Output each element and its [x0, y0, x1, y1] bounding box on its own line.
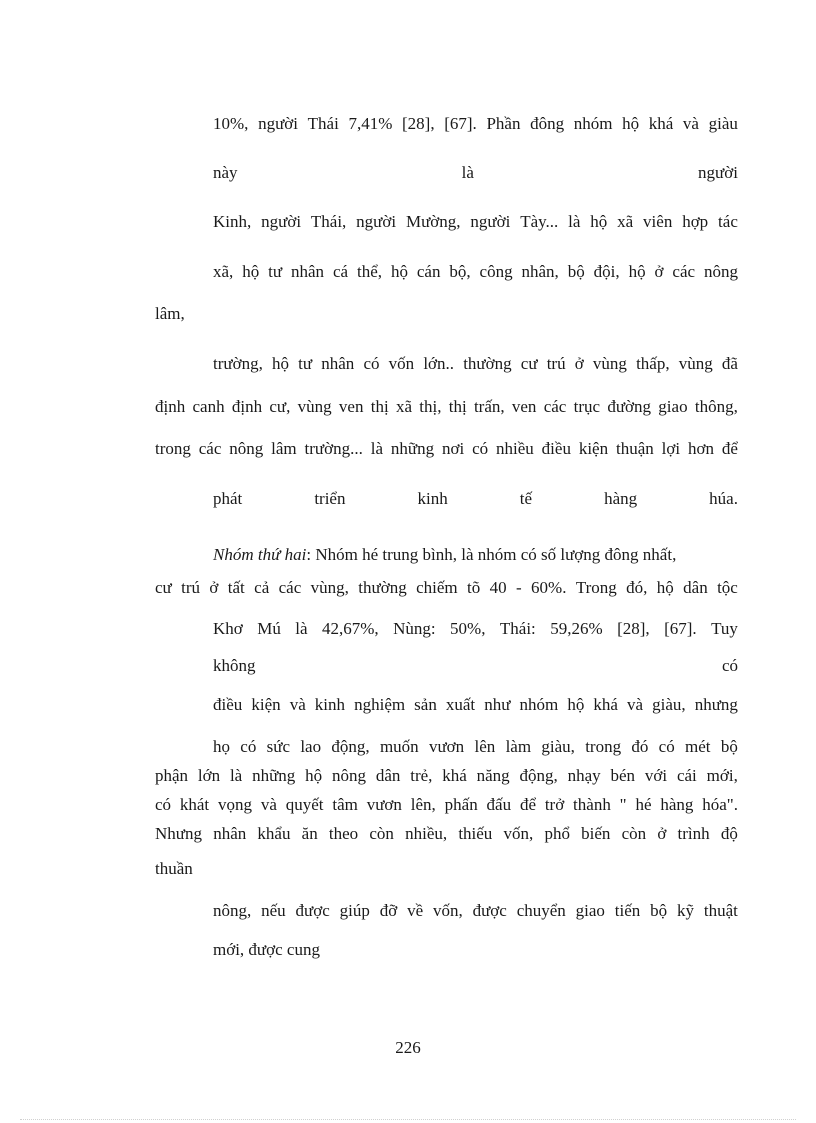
word: phát: [213, 489, 243, 508]
word: người: [261, 212, 302, 231]
word: lớn: [197, 766, 221, 785]
word: Nhưng: [155, 824, 202, 843]
word: định: [231, 397, 263, 416]
word: Thái,: [310, 212, 347, 231]
word: lâm: [271, 439, 297, 458]
text-line: [155, 577, 738, 599]
word: [67].: [664, 619, 697, 638]
word: giàu,: [652, 695, 686, 714]
word: kiện: [578, 439, 609, 458]
word: ở: [209, 578, 219, 597]
word: còn: [369, 824, 394, 843]
word: kinh: [417, 489, 448, 508]
word: xã: [617, 212, 634, 231]
word: muốn: [379, 737, 419, 756]
word: vọng: [218, 795, 253, 814]
page-bottom-divider: [20, 1119, 796, 1120]
word: còn: [621, 824, 647, 843]
word: quyết: [285, 795, 324, 814]
word: thị: [370, 397, 389, 416]
word: cư,: [269, 397, 291, 416]
word: tất: [227, 578, 245, 597]
word: tư: [268, 262, 283, 281]
word: trường...: [304, 439, 363, 458]
word: giàu,: [541, 737, 575, 756]
word: ở: [657, 824, 667, 843]
word: đó: [631, 737, 649, 756]
word: tác: [718, 212, 738, 231]
word: 40: [489, 578, 507, 597]
word: theo: [328, 824, 359, 843]
word: trú: [181, 578, 201, 597]
word: vươn: [428, 737, 465, 756]
word: lợi: [661, 439, 681, 458]
word: người: [698, 163, 738, 182]
word: Thái:: [499, 619, 536, 638]
word: hộ: [242, 262, 260, 281]
word: các: [198, 439, 222, 458]
word: làm: [505, 737, 532, 756]
word: được: [295, 901, 330, 920]
word: ": [619, 795, 627, 814]
word: nông: [229, 439, 264, 458]
word: vốn,: [432, 901, 463, 920]
word: thể,: [356, 262, 383, 281]
word: biến: [581, 824, 611, 843]
word: sức: [266, 737, 291, 756]
word: người: [356, 212, 397, 231]
word: nơi: [442, 439, 465, 458]
word: bộ: [650, 901, 668, 920]
word: độ: [720, 824, 738, 843]
word: bộ: [720, 737, 738, 756]
word: hộ: [628, 262, 646, 281]
word: vùng: [678, 354, 713, 373]
word: điều: [541, 439, 571, 458]
text-line: mới, được cung: [213, 940, 320, 959]
word: có: [658, 737, 675, 756]
word: đấu: [486, 795, 512, 814]
word: công: [479, 262, 513, 281]
word: xã,: [213, 262, 234, 281]
word: thị: [448, 397, 467, 416]
word: người: [470, 212, 511, 231]
word: thông,: [694, 397, 738, 416]
word: hộ: [656, 578, 674, 597]
text-line: [213, 488, 738, 510]
text-line: [213, 211, 738, 233]
word: khá: [593, 695, 618, 714]
word: Khơ: [213, 619, 243, 638]
word: đường: [607, 397, 652, 416]
word: có: [155, 795, 172, 814]
word: Mường,: [405, 212, 461, 231]
word: trẻ,: [410, 766, 433, 785]
word: đỡ: [379, 901, 398, 920]
word: ven: [511, 397, 537, 416]
word: húa.: [709, 489, 738, 508]
word: các: [672, 262, 696, 281]
word: bộ,: [449, 262, 471, 281]
word: phấn: [444, 795, 478, 814]
word: hé: [635, 795, 652, 814]
word: Tày...: [520, 212, 559, 231]
word: giao: [575, 901, 605, 920]
text-line: [155, 794, 738, 816]
word: các: [543, 397, 567, 416]
word: trở: [544, 795, 565, 814]
word: dân: [375, 766, 401, 785]
word: họ: [213, 737, 230, 756]
word: ven: [338, 397, 364, 416]
word: đội,: [593, 262, 620, 281]
word: lớn..: [423, 354, 455, 373]
paragraph-start: [213, 544, 738, 566]
word: được: [472, 901, 507, 920]
word: xuất: [445, 695, 476, 714]
word: có: [721, 656, 738, 675]
word: giàu: [708, 114, 738, 133]
word: lên,: [410, 795, 436, 814]
section-label: Nhóm thứ hai: [213, 545, 307, 564]
word: trong: [585, 737, 622, 756]
word: hộ: [272, 354, 289, 373]
word: là: [370, 439, 384, 458]
word: 50%,: [450, 619, 486, 638]
word: trình: [677, 824, 710, 843]
word: nhân,: [521, 262, 559, 281]
text-line: [213, 694, 738, 716]
text-line: [213, 353, 738, 375]
word: vốn: [388, 354, 415, 373]
word: Trong: [575, 578, 617, 597]
word: đông: [530, 114, 565, 133]
word: nếu: [261, 901, 286, 920]
word: hộ: [390, 262, 408, 281]
word: là: [461, 163, 474, 182]
word: đó,: [626, 578, 648, 597]
word: Thái: [307, 114, 339, 133]
word: vùng: [297, 397, 332, 416]
text-line: [155, 765, 738, 787]
word: Nùng:: [393, 619, 436, 638]
word: thường: [463, 354, 512, 373]
word: ăn: [301, 824, 318, 843]
word: là: [295, 619, 308, 638]
word: -: [515, 578, 522, 597]
word: này: [213, 163, 238, 182]
word: tộc: [717, 578, 738, 597]
word: tư: [298, 354, 313, 373]
word: trong: [155, 439, 191, 458]
text-line: [213, 655, 738, 677]
word: trường,: [213, 354, 263, 373]
word: cá: [332, 262, 349, 281]
word: chuyển: [516, 901, 566, 920]
word: cư: [155, 578, 172, 597]
word: cả: [254, 578, 270, 597]
word: hàng: [604, 489, 638, 508]
word: khá: [442, 766, 467, 785]
word: tâm: [332, 795, 358, 814]
word: như: [484, 695, 511, 714]
word: nhạy: [567, 766, 601, 785]
word: bén: [610, 766, 636, 785]
word: lao: [300, 737, 322, 756]
word: canh: [192, 397, 225, 416]
word: bộ: [567, 262, 585, 281]
word: lên: [474, 737, 496, 756]
word: và: [626, 695, 644, 714]
word: 42,67%,: [322, 619, 379, 638]
word: dân: [683, 578, 708, 597]
word: nhưng: [694, 695, 738, 714]
word: phận: [155, 766, 189, 785]
word: giúp: [339, 901, 370, 920]
word: Mú: [257, 619, 281, 638]
word: thiếu: [458, 824, 493, 843]
word: ở: [654, 262, 664, 281]
word: động,: [331, 737, 370, 756]
word: nhân: [291, 262, 325, 281]
word: và: [682, 114, 699, 133]
word: nhóm: [519, 695, 559, 714]
word: hợp: [682, 212, 709, 231]
word: và: [260, 795, 277, 814]
word: nhân: [321, 354, 355, 373]
word: kinh: [314, 695, 346, 714]
word: triển: [314, 489, 346, 508]
word: [28],: [402, 114, 435, 133]
word: kỹ: [677, 901, 695, 920]
word: thị,: [419, 397, 442, 416]
word: khẩu: [257, 824, 291, 843]
word: 59,26%: [550, 619, 603, 638]
text-line: [213, 618, 738, 640]
word: trục: [573, 397, 601, 416]
word: xã: [395, 397, 412, 416]
word: [67].: [444, 114, 477, 133]
word: để: [519, 795, 536, 814]
word: hộ: [305, 766, 323, 785]
word: hóa".: [702, 795, 738, 814]
word: về: [407, 901, 424, 920]
text-line: [213, 261, 738, 283]
word: kiện: [251, 695, 281, 714]
word: tõ: [467, 578, 481, 597]
word: thường: [358, 578, 407, 597]
word: khát: [179, 795, 210, 814]
word: Kinh,: [213, 212, 252, 231]
word: nhiều,: [405, 824, 448, 843]
word: hơn: [687, 439, 714, 458]
word: 10%,: [213, 114, 249, 133]
word: không: [213, 656, 256, 675]
word: có: [472, 439, 489, 458]
page-number: 226: [395, 1038, 421, 1057]
word: nghiệm: [354, 695, 406, 714]
word: cái: [676, 766, 697, 785]
word: hộ: [622, 114, 640, 133]
word: vốn,: [503, 824, 534, 843]
word: nông,: [213, 901, 252, 920]
text-line: [155, 823, 738, 845]
word: tế: [519, 489, 533, 508]
word: cán: [416, 262, 441, 281]
word: là: [229, 766, 243, 785]
word: hộ: [590, 212, 608, 231]
word: thấp,: [636, 354, 670, 373]
word: Phần: [486, 114, 521, 133]
word: và: [289, 695, 306, 714]
text-line: [213, 113, 738, 135]
word: năng: [476, 766, 510, 785]
word: sản: [414, 695, 437, 714]
word: có: [363, 354, 380, 373]
word: chiếm: [416, 578, 458, 597]
word: tiến: [614, 901, 641, 920]
word: các: [278, 578, 302, 597]
word: thuận: [615, 439, 654, 458]
word: trú: [546, 354, 566, 373]
word: mới,: [706, 766, 738, 785]
word: nông: [703, 262, 738, 281]
word: mét: [685, 737, 711, 756]
word: Tuy: [711, 619, 738, 638]
word: định: [155, 397, 186, 416]
word: 7,41%: [348, 114, 393, 133]
text-line: [155, 438, 738, 460]
word: khá: [648, 114, 674, 133]
word: nhiều: [496, 439, 534, 458]
word: hộ: [567, 695, 585, 714]
text-line: lâm,: [155, 304, 185, 323]
word: trấn,: [473, 397, 505, 416]
word: người: [258, 114, 298, 133]
word: phổ: [544, 824, 570, 843]
word: đã: [721, 354, 738, 373]
word: vùng: [592, 354, 627, 373]
word: điều: [213, 695, 243, 714]
word: với: [644, 766, 668, 785]
word: [28],: [617, 619, 650, 638]
text-line: [155, 396, 738, 418]
word: vùng,: [310, 578, 349, 597]
word: để: [721, 439, 738, 458]
word: thành: [573, 795, 611, 814]
text-line: thuần: [155, 859, 193, 878]
word: ở: [574, 354, 584, 373]
word: nhóm: [573, 114, 613, 133]
word: vươn: [366, 795, 402, 814]
word: giao: [658, 397, 688, 416]
text-line: [213, 162, 738, 184]
word: cư: [520, 354, 538, 373]
word: 60%.: [531, 578, 567, 597]
word: thuật: [703, 901, 738, 920]
word: những: [390, 439, 435, 458]
text-line: [213, 900, 738, 922]
word: nhân: [213, 824, 247, 843]
text-line: [213, 736, 738, 758]
word: động,: [519, 766, 558, 785]
paragraph-text: : Nhóm hé trung bình, là nhóm có số lượng đông nhất,: [306, 545, 677, 564]
word: có: [240, 737, 257, 756]
word: nông: [331, 766, 366, 785]
word: những: [252, 766, 296, 785]
word: hàng: [660, 795, 694, 814]
word: là: [568, 212, 581, 231]
word: viên: [643, 212, 673, 231]
